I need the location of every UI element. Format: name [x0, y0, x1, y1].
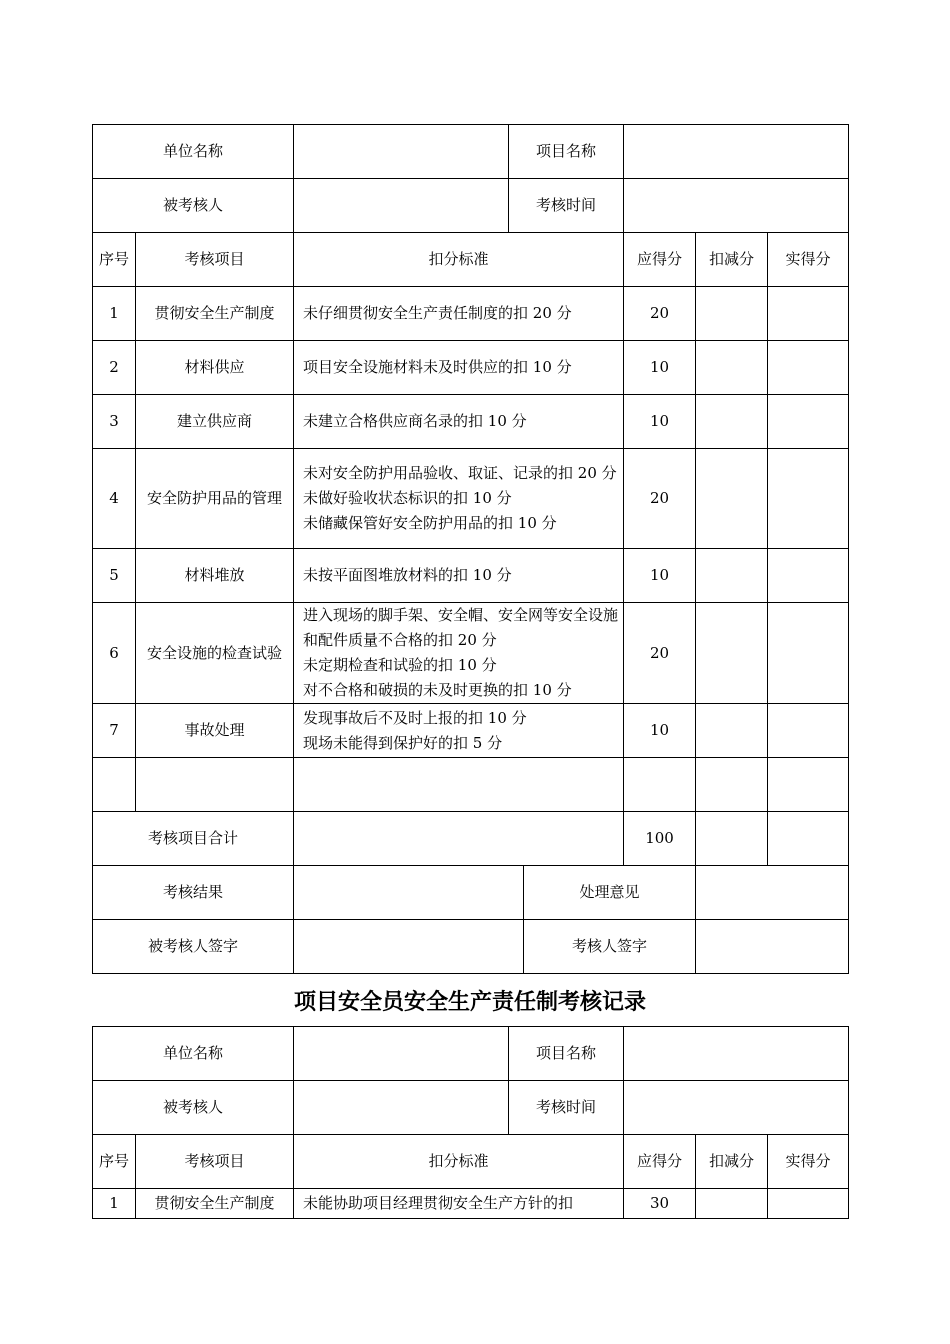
row-deduct[interactable]	[696, 1189, 768, 1219]
assessee-label: 被考核人	[93, 1081, 294, 1135]
row-item: 建立供应商	[136, 395, 294, 449]
total-standard-blank	[294, 812, 624, 866]
row-standard	[294, 287, 624, 341]
standard-line: 进入现场的脚手架、安全帽、安全网等安全设施和配件质量不合格的扣 20 分	[303, 606, 619, 649]
row-standard	[294, 341, 624, 395]
row-deduct[interactable]	[696, 758, 768, 812]
header-deduct: 扣减分	[696, 233, 768, 287]
total-score: 100	[624, 812, 696, 866]
project-name-value[interactable]	[624, 125, 849, 179]
table-row-empty	[93, 758, 849, 812]
header-score: 应得分	[624, 233, 696, 287]
row-deduct[interactable]	[696, 704, 768, 758]
standard-line: 未做好验收状态标识的扣 10 分	[303, 489, 512, 507]
project-name-label: 项目名称	[509, 125, 624, 179]
result-label: 考核结果	[93, 866, 294, 920]
row-standard	[294, 1189, 624, 1219]
assessee-value[interactable]	[294, 1081, 509, 1135]
assessee-sign-label: 被考核人签字	[93, 920, 294, 974]
assessee-label: 被考核人	[93, 179, 294, 233]
row-item: 贯彻安全生产制度	[136, 1189, 294, 1219]
row-standard[interactable]	[294, 758, 624, 812]
row-item: 安全设施的检查试验	[136, 603, 294, 704]
row-score: 20	[624, 603, 696, 704]
row-item: 材料堆放	[136, 549, 294, 603]
assess-time-label: 考核时间	[509, 1081, 624, 1135]
header-actual: 实得分	[768, 233, 849, 287]
row-actual[interactable]	[768, 758, 849, 812]
row-seq: 6	[93, 603, 136, 704]
unit-name-label: 单位名称	[93, 1027, 294, 1081]
row-standard	[294, 395, 624, 449]
table-row	[93, 603, 849, 704]
row-actual[interactable]	[768, 549, 849, 603]
standard-line: 对不合格和破损的未及时更换的扣 10 分	[303, 681, 572, 699]
project-name-value[interactable]	[624, 1027, 849, 1081]
row-actual[interactable]	[768, 395, 849, 449]
standard-line: 未对安全防护用品验收、取证、记录的扣 20 分	[303, 464, 617, 482]
standard-line: 未储藏保管好安全防护用品的扣 10 分	[303, 514, 557, 532]
assessee-sign-value[interactable]	[294, 920, 524, 974]
header-actual: 实得分	[768, 1135, 849, 1189]
row-deduct[interactable]	[696, 449, 768, 549]
row-actual[interactable]	[768, 341, 849, 395]
row-item: 安全防护用品的管理	[136, 449, 294, 549]
header-standard: 扣分标准	[294, 1135, 624, 1189]
table-row	[93, 1189, 849, 1219]
row-seq[interactable]	[93, 758, 136, 812]
header-item: 考核项目	[136, 233, 294, 287]
standard-line: 现场未能得到保护好的扣 5 分	[303, 733, 503, 752]
table-row	[93, 287, 849, 341]
header-standard: 扣分标准	[294, 233, 624, 287]
standard-line: 未能协助项目经理贯彻安全生产方针的扣	[303, 1194, 574, 1212]
assessment-table-2	[92, 1026, 849, 1219]
row-seq: 1	[93, 287, 136, 341]
row-score[interactable]	[624, 758, 696, 812]
assess-time-value[interactable]	[624, 179, 849, 233]
row-score: 20	[624, 449, 696, 549]
row-score: 10	[624, 341, 696, 395]
table-row	[93, 341, 849, 395]
assess-time-label: 考核时间	[509, 179, 624, 233]
row-item: 事故处理	[136, 704, 294, 758]
header-score: 应得分	[624, 1135, 696, 1189]
row-item: 材料供应	[136, 341, 294, 395]
standard-line: 未定期检查和试验的扣 10 分	[303, 656, 497, 674]
row-standard	[294, 603, 624, 704]
assessment-table-1	[92, 124, 849, 974]
row-item: 贯彻安全生产制度	[136, 287, 294, 341]
header-item: 考核项目	[136, 1135, 294, 1189]
header-deduct: 扣减分	[696, 1135, 768, 1189]
row-deduct[interactable]	[696, 603, 768, 704]
row-seq: 2	[93, 341, 136, 395]
standard-line: 未仔细贯彻安全生产责任制度的扣 20 分	[303, 304, 572, 322]
assessor-sign-label: 考核人签字	[524, 920, 696, 974]
project-name-label: 项目名称	[509, 1027, 624, 1081]
row-actual[interactable]	[768, 287, 849, 341]
row-seq: 5	[93, 549, 136, 603]
row-score: 30	[624, 1189, 696, 1219]
row-deduct[interactable]	[696, 341, 768, 395]
row-standard	[294, 549, 624, 603]
assessee-value[interactable]	[294, 179, 509, 233]
row-score: 10	[624, 395, 696, 449]
row-actual[interactable]	[768, 603, 849, 704]
row-standard	[294, 449, 624, 549]
unit-name-value[interactable]	[294, 125, 509, 179]
row-actual[interactable]	[768, 449, 849, 549]
row-deduct[interactable]	[696, 287, 768, 341]
result-value[interactable]	[294, 866, 524, 920]
unit-name-label: 单位名称	[93, 125, 294, 179]
total-label: 考核项目合计	[93, 812, 294, 866]
row-seq: 4	[93, 449, 136, 549]
row-seq: 1	[93, 1189, 136, 1219]
unit-name-value[interactable]	[294, 1027, 509, 1081]
table-row	[93, 395, 849, 449]
row-deduct[interactable]	[696, 395, 768, 449]
opinion-label: 处理意见	[524, 866, 696, 920]
row-actual[interactable]	[768, 704, 849, 758]
table-row	[93, 704, 849, 758]
row-deduct[interactable]	[696, 549, 768, 603]
total-actual[interactable]	[768, 812, 849, 866]
section-title: 项目安全员安全生产责任制考核记录	[293, 990, 646, 1015]
row-seq: 7	[93, 704, 136, 758]
row-score: 10	[624, 549, 696, 603]
table-row	[93, 549, 849, 603]
row-score: 20	[624, 287, 696, 341]
table-row	[93, 449, 849, 549]
assessor-sign-value[interactable]	[696, 920, 849, 974]
row-actual[interactable]	[768, 1189, 849, 1219]
total-deduct[interactable]	[696, 812, 768, 866]
opinion-value[interactable]	[696, 866, 849, 920]
row-item[interactable]	[136, 758, 294, 812]
row-score: 10	[624, 704, 696, 758]
header-seq: 序号	[93, 233, 136, 287]
row-standard	[294, 704, 624, 758]
header-seq: 序号	[93, 1135, 136, 1189]
standard-line: 项目安全设施材料未及时供应的扣 10 分	[303, 358, 572, 376]
standard-line: 未建立合格供应商名录的扣 10 分	[303, 412, 527, 430]
row-seq: 3	[93, 395, 136, 449]
assess-time-value[interactable]	[624, 1081, 849, 1135]
standard-line: 发现事故后不及时上报的扣 10 分	[303, 708, 527, 727]
standard-line: 未按平面图堆放材料的扣 10 分	[303, 566, 512, 584]
